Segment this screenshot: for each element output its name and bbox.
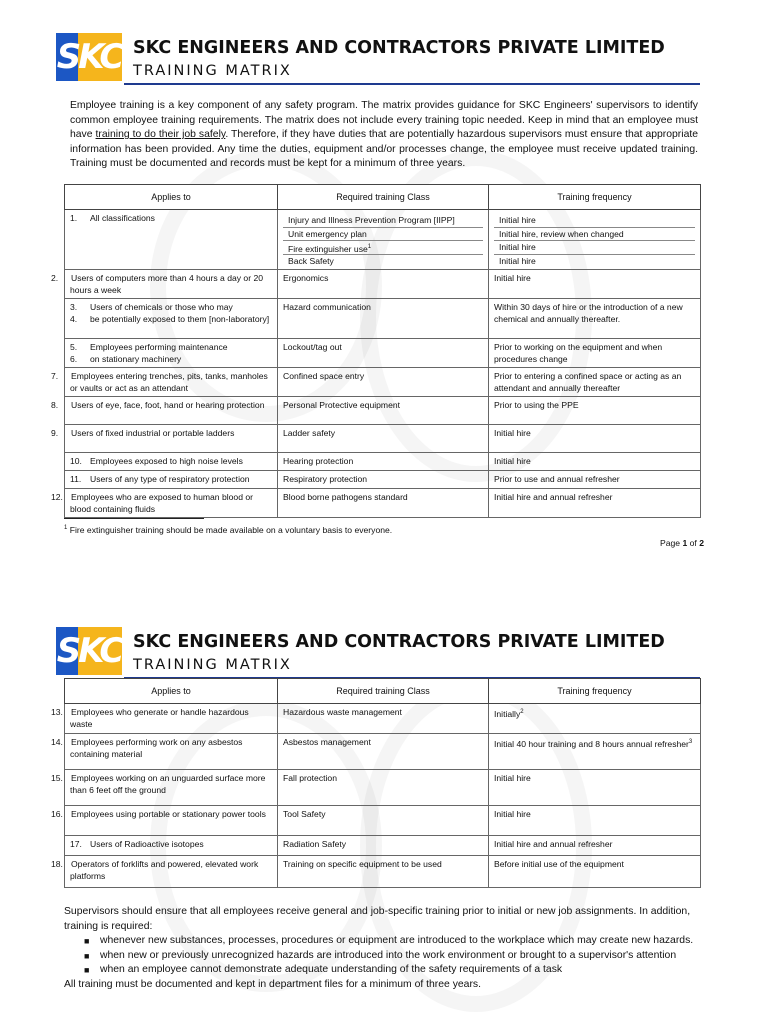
training-matrix-table: [51, 678, 701, 888]
list-item: ■ when new or previously unrecognized hazards are introduced into the work environment or brought to a supervisor's attention: [84, 949, 677, 961]
class-cell: Radiation Safety: [278, 836, 489, 856]
frequency-subrow: Initial hire, review when changed: [494, 228, 695, 242]
header-frequency: Training frequency: [489, 679, 701, 704]
table-header-row: [65, 185, 701, 210]
document-title: TRAINING MATRIX: [133, 657, 292, 673]
class-cell: Training on specific equipment to be used: [278, 856, 489, 888]
applies-cell: 2. Users of computers more than 4 hours a day or 20 hours a week: [65, 270, 278, 299]
frequency-cell: Initial hire: [489, 270, 701, 299]
applies-cell: 16. Employees using portable or stationary power tools: [65, 806, 278, 836]
class-cell: Hearing protection: [278, 453, 489, 471]
frequency-cell: Within 30 days of hire or the introduction of a new chemical and annually thereafter.: [489, 299, 701, 339]
applies-cell: 14. Employees performing work on any asbestos containing material: [65, 734, 278, 770]
closing-intro: Supervisors should ensure that all employees receive general and job-specific training prior to initial or new job assignments. In addition, training is required:: [64, 906, 691, 932]
frequency-subrow: Initial hire: [494, 214, 695, 228]
intro-text-2: . Therefore, if they have duties that are potentially hazardous supervisors must ensure that appropriate information has been provided. Any time the duties, equipment and/or processes change, the employee must receive updated training. Training must be documented and records must be kept for a minimum of three years.: [70, 129, 699, 169]
applies-cell: [65, 210, 278, 270]
frequency-cell: Before initial use of the equipment: [489, 856, 701, 888]
class-cell: Asbestos management: [278, 734, 489, 770]
applies-cell: 3. Users of chemicals or those who may 4. be potentially exposed to them [non-laboratory]: [65, 299, 278, 339]
class-cell: Blood borne pathogens standard: [278, 489, 489, 518]
applies-cell: 17. Users of Radioactive isotopes: [65, 836, 278, 856]
class-cell: Hazardous waste management: [278, 704, 489, 734]
table-row: [65, 397, 701, 425]
frequency-cell: Initial hire: [489, 453, 701, 471]
table-row: [65, 836, 701, 856]
frequency-cell: Prior to using the PPE: [489, 397, 701, 425]
frequency-cell: Prior to working on the equipment and when procedures change: [489, 339, 701, 368]
company-logo: [56, 627, 122, 675]
closing-final: All training must be documented and kept in department files for a minimum of three years.: [64, 978, 481, 990]
table-row: [65, 770, 701, 806]
frequency-cell: Initial hire: [489, 770, 701, 806]
class-cell: Ladder safety: [278, 425, 489, 453]
applies-cell: 12. Employees who are exposed to human blood or blood containing fluids: [65, 489, 278, 518]
company-logo: [56, 33, 122, 81]
table-row: [65, 299, 701, 339]
table-row: [65, 704, 701, 734]
closing-bullet-list: [64, 934, 704, 978]
table-row: [65, 270, 701, 299]
list-item: ■ whenever new substances, processes, procedures or equipment are introduced to the workplace which may create new hazards.: [84, 935, 694, 946]
applies-text: All classifications: [90, 213, 155, 223]
applies-cell: 9. Users of fixed industrial or portable ladders: [65, 425, 278, 453]
frequency-cell: Initial hire: [489, 425, 701, 453]
header-rule: [124, 83, 700, 85]
applies-cell: 11. Users of any type of respiratory protection: [65, 471, 278, 489]
header-frequency: Training frequency: [489, 185, 701, 210]
company-name: SKC ENGINEERS AND CONTRACTORS PRIVATE LIMITED: [133, 632, 665, 652]
header-applies-to: Applies to: [65, 679, 278, 704]
table-row: [65, 806, 701, 836]
closing-section: [64, 905, 704, 992]
class-subrow: Back Safety: [288, 255, 334, 266]
class-subrow: Unit emergency plan: [283, 228, 483, 242]
intro-text-1: Employee training is a key component of any safety program. The matrix provides guidance for SKC Engineers' supervisors to identify common employee training requirements. The matrix does not include every training topic needed. Keep in mind that an employee must have: [70, 100, 698, 140]
header-applies-to: Applies to: [65, 185, 278, 210]
class-cell: Respiratory protection: [278, 471, 489, 489]
table-row: [65, 210, 701, 270]
applies-cell: 10. Employees exposed to high noise levels: [65, 453, 278, 471]
class-cell: Lockout/tag out: [278, 339, 489, 368]
class-cell: Tool Safety: [278, 806, 489, 836]
company-name: SKC ENGINEERS AND CONTRACTORS PRIVATE LIMITED: [133, 38, 665, 58]
document-title: TRAINING MATRIX: [133, 63, 292, 79]
class-cell: [278, 210, 489, 270]
table-row: [65, 453, 701, 471]
header-required-class: Required training Class: [278, 679, 489, 704]
class-cell: Ergonomics: [278, 270, 489, 299]
applies-cell: 13. Employees who generate or handle hazardous waste: [65, 704, 278, 734]
logo-text: SKC: [56, 37, 122, 77]
table-row: [65, 368, 701, 397]
applies-cell: 8. Users of eye, face, foot, hand or hearing protection: [65, 397, 278, 425]
table-row: [65, 471, 701, 489]
footnote: [64, 525, 392, 535]
class-cell: Personal Protective equipment: [278, 397, 489, 425]
table-header-row: [65, 679, 701, 704]
header-required-class: Required training Class: [278, 185, 489, 210]
page-number: Page 1 of 2: [660, 538, 704, 548]
class-subrow: Fire extinguisher use$^1$: [283, 241, 483, 255]
applies-cell: 18. Operators of forklifts and powered, elevated work platforms: [65, 856, 278, 888]
list-item: ■ when an employee cannot demonstrate adequate understanding of the safety requirements of a task: [84, 964, 563, 975]
applies-cell: 7. Employees entering trenches, pits, tanks, manholes or vaults or act as an attendant: [65, 368, 278, 397]
frequency-cell: Prior to entering a confined space or acting as an attendant and annually thereafter: [489, 368, 701, 397]
class-cell: Fall protection: [278, 770, 489, 806]
frequency-subrow: Initial hire: [494, 241, 695, 255]
table-row: [65, 339, 701, 368]
footnote-mark: 1: [64, 525, 68, 532]
frequency-subrow: Initial hire: [499, 255, 536, 266]
frequency-cell: Initial hire and annual refresher: [489, 489, 701, 518]
table-row: [65, 425, 701, 453]
row-number: 1.: [70, 213, 78, 223]
class-subrow: Injury and Illness Prevention Program [IIPP]: [283, 214, 483, 228]
frequency-cell: Initial 40 hour training and 8 hours annual refresher$^3$: [489, 734, 701, 770]
class-cell: Confined space entry: [278, 368, 489, 397]
table-row: [65, 734, 701, 770]
intro-paragraph: [70, 99, 698, 172]
table-row: [65, 489, 701, 518]
applies-cell: 5. Employees performing maintenance 6. on stationary machinery: [65, 339, 278, 368]
logo-text: SKC: [56, 631, 122, 671]
applies-cell: 15. Employees working on an unguarded surface more than 6 feet off the ground: [65, 770, 278, 806]
class-cell: Hazard communication: [278, 299, 489, 339]
frequency-cell: Initially$^2$: [489, 704, 701, 734]
training-matrix-table: [51, 184, 701, 518]
frequency-cell: Initial hire: [489, 806, 701, 836]
footnote-ref: 1: [367, 244, 372, 251]
footnote-divider: [64, 518, 204, 519]
intro-link: training to do their job safely: [95, 129, 226, 140]
frequency-cell: [489, 210, 701, 270]
frequency-cell: Initial hire and annual refresher: [489, 836, 701, 856]
table-row: [65, 856, 701, 888]
frequency-cell: Prior to use and annual refresher: [489, 471, 701, 489]
footnote-text: Fire extinguisher training should be made available on a voluntary basis to everyone.: [69, 525, 393, 535]
